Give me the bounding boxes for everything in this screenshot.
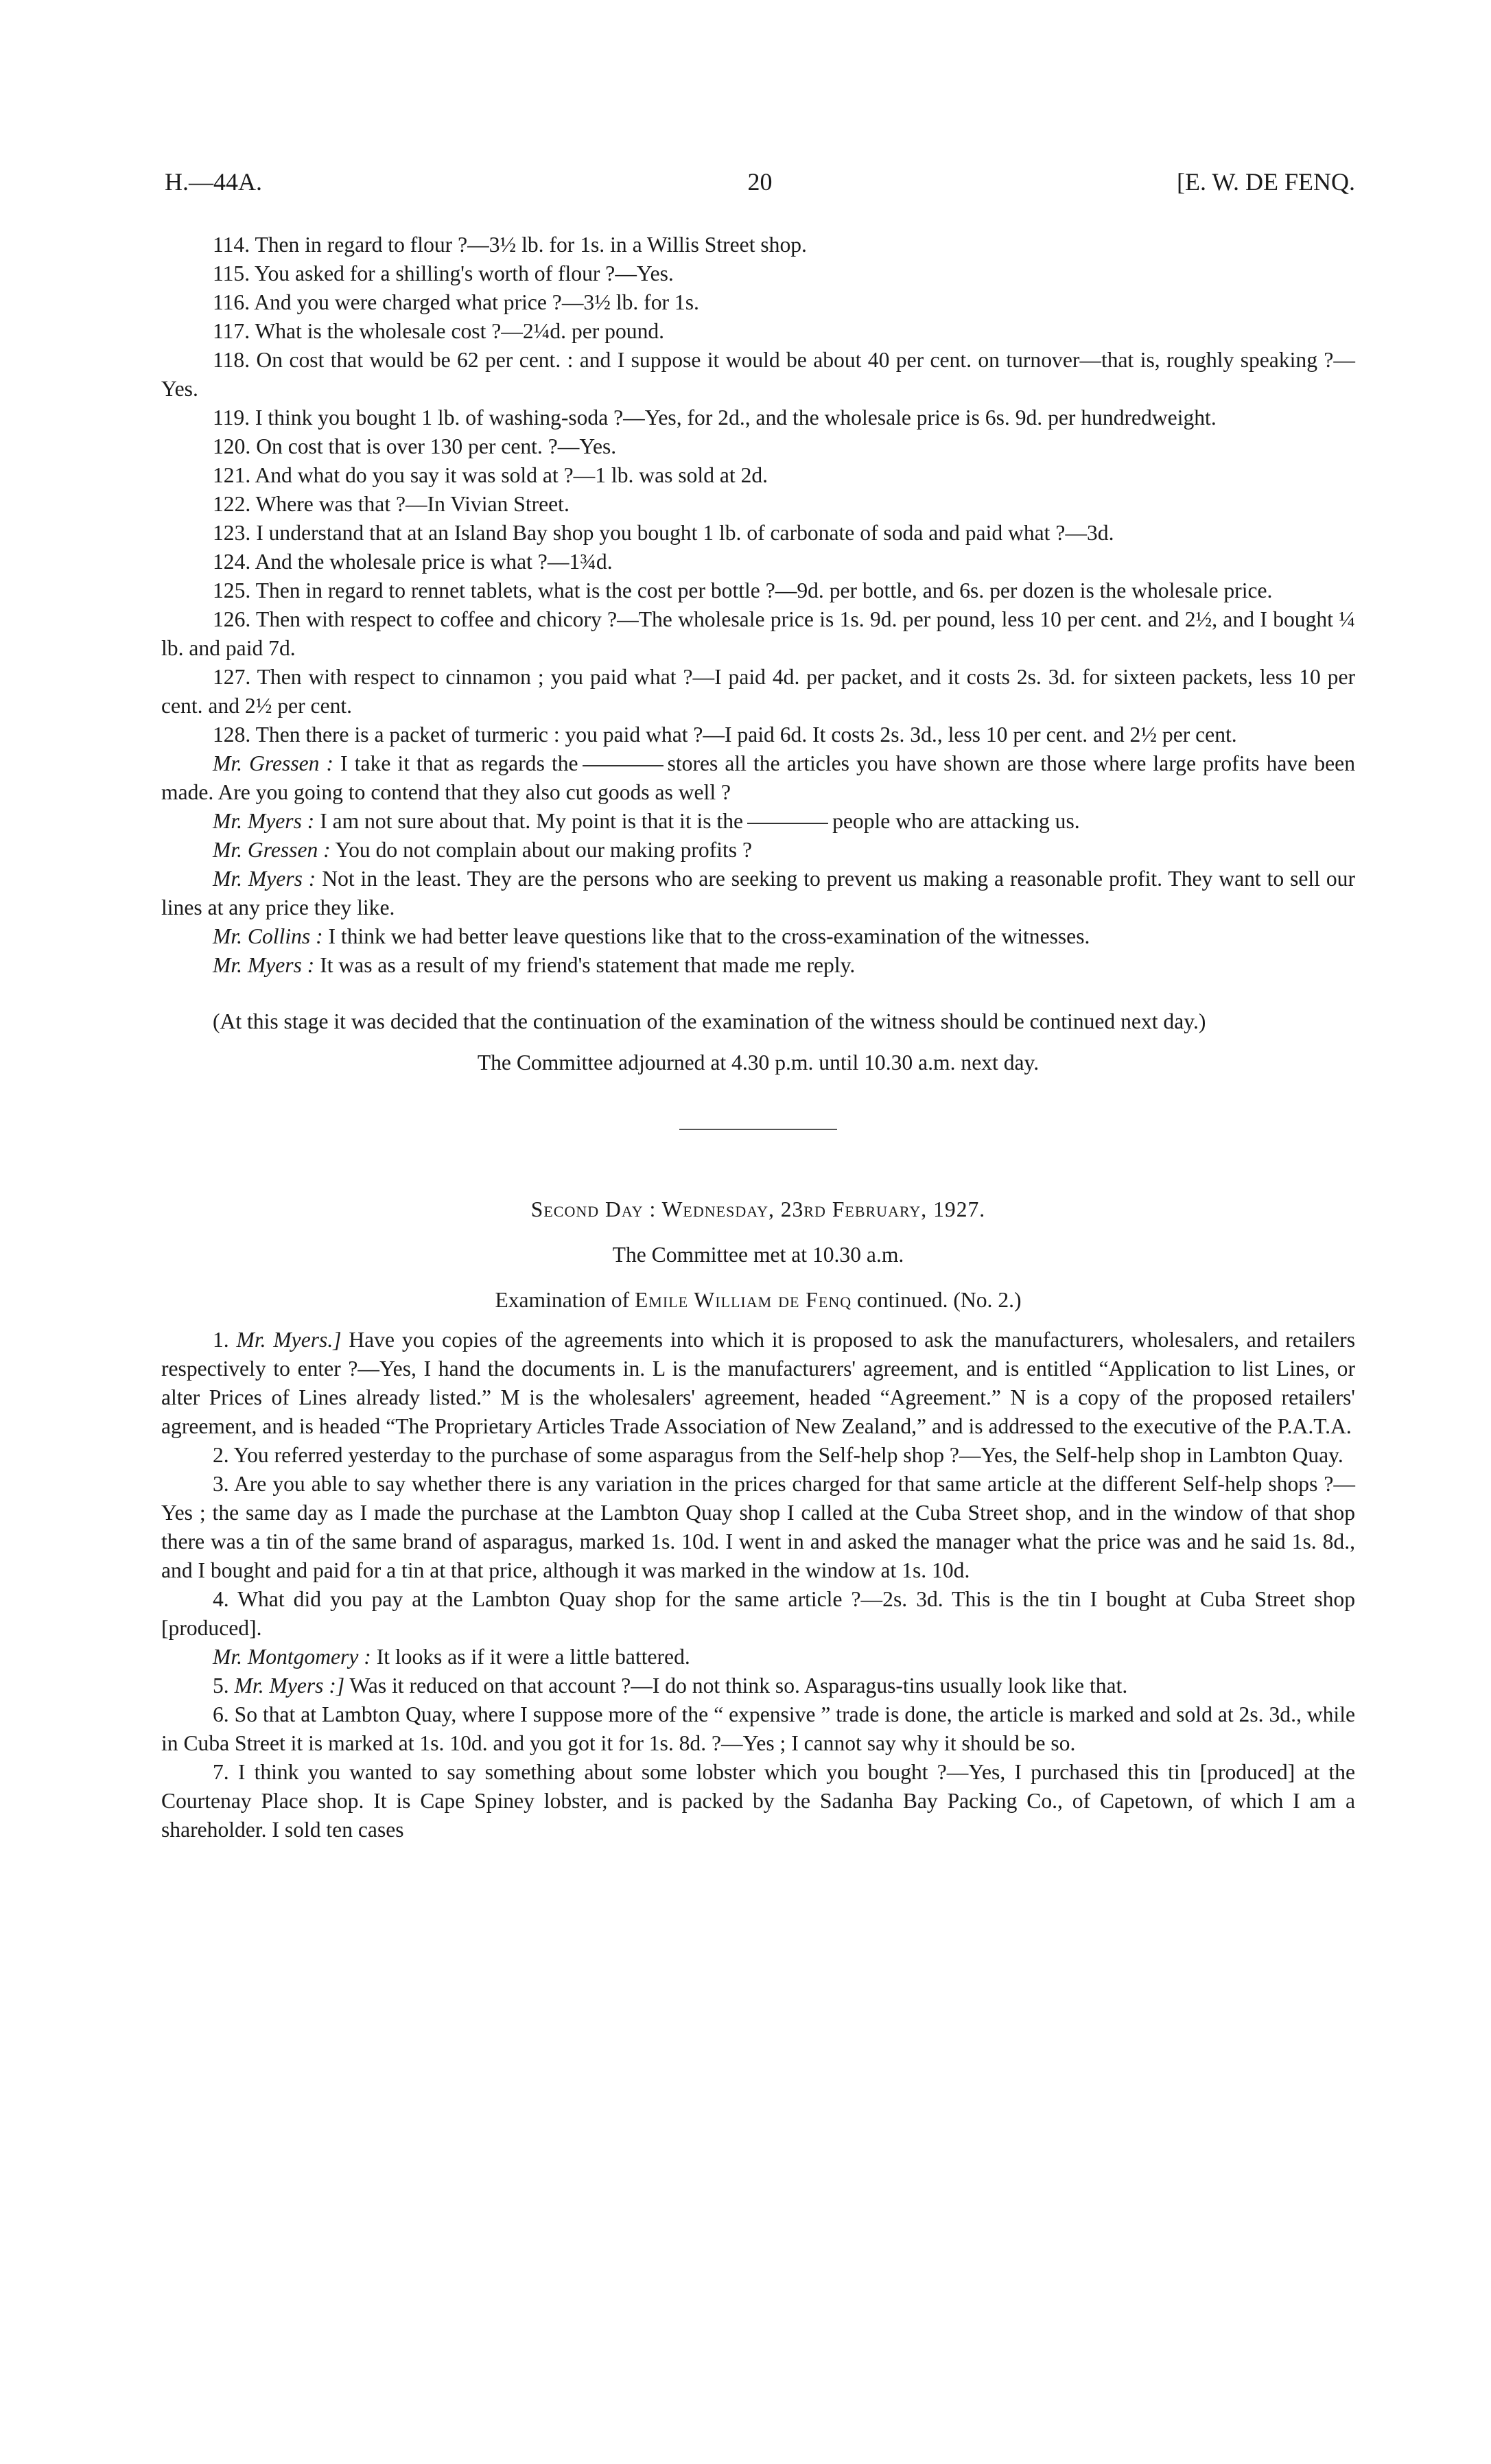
stage-note: (At this stage it was decided that the continuation of the examination of the witness should be continued next day.) xyxy=(213,1009,1206,1033)
qa-121: 121. And what do you say it was sold at ?—1 lb. was sold at 2d. xyxy=(213,463,768,487)
speaker-label: Mr. Myers : xyxy=(213,867,316,891)
section-divider xyxy=(679,1129,837,1130)
speaker-label: Mr. Myers :] xyxy=(234,1674,345,1698)
redaction-dash xyxy=(747,823,828,824)
speaker-label: Mr. Myers : xyxy=(213,953,315,977)
qa-2-4 xyxy=(161,1585,1355,1643)
committee-met-note: The Committee met at 10.30 a.m. xyxy=(612,1243,904,1267)
speaker-label: Mr. Gressen : xyxy=(213,751,334,775)
exchange-gressen-1 xyxy=(161,749,1355,807)
header-page-number: 20 xyxy=(747,168,773,196)
exchange-text: You do not complain about our making profits ? xyxy=(335,838,752,862)
witness-name: Emile William de Fenq xyxy=(635,1288,852,1312)
question-number: 7. xyxy=(213,1760,229,1784)
speaker-label: Mr. Gressen : xyxy=(213,838,331,862)
exchange-collins xyxy=(161,922,1355,951)
qa-text: Was it reduced on that account ?—I do not think so. Asparagus-tins usually look like that. xyxy=(349,1674,1128,1698)
qa-114: 114. Then in regard to flour ?—3½ lb. for 1s. in a Willis Street shop. xyxy=(213,233,807,257)
speaker-label: Mr. Myers.] xyxy=(236,1328,342,1352)
qa-2-5 xyxy=(161,1671,1355,1700)
qa-text: You referred yesterday to the purchase of some asparagus from the Self-help shop ?—Yes, the Self-help shop in Lambton Quay. xyxy=(233,1443,1343,1467)
qa-2-6 xyxy=(161,1700,1355,1758)
qa-118: 118. On cost that would be 62 per cent. : and I suppose it would be about 40 per cent. on turnover—that is, roughly speaking ?—Yes. xyxy=(161,348,1355,401)
exchange-text-before: I am not sure about that. My point is that it is the xyxy=(320,809,744,833)
question-number: 1. xyxy=(213,1328,229,1352)
exam-prefix: Examination of xyxy=(495,1288,630,1312)
examination-heading xyxy=(161,1286,1355,1315)
qa-120: 120. On cost that is over 130 per cent. ?—Yes. xyxy=(213,434,617,458)
exchange-myers-2 xyxy=(161,865,1355,922)
question-number: 2. xyxy=(213,1443,229,1467)
qa-text: What did you pay at the Lambton Quay shop for the same article ?—2s. 3d. This is the tin I bought at Cuba Street shop [produced]. xyxy=(161,1587,1355,1640)
question-number: 3. xyxy=(213,1472,229,1496)
qa-122: 122. Where was that ?—In Vivian Street. xyxy=(213,492,570,516)
qa-115: 115. You asked for a shilling's worth of flour ?—Yes. xyxy=(213,261,674,285)
qa-text: Have you copies of the agreements into which it is proposed to ask the manufacturers, wholesalers, and retailers respectively to enter ?—Yes, I hand the documents in. L is the manufacturers' agreement, and is entitled “Application to list Lines, or alter Prices of Lines already listed.” M is the wholesalers' agreement, headed “Agreement.” N is a copy of the proposed retailers' agreement, and is headed “The Proprietary Articles Trade Association of New Zealand,” and is addressed to the executive of the P.A.T.A. xyxy=(161,1328,1355,1438)
qa-text: It looks as if it were a little battered. xyxy=(376,1645,690,1669)
exam-suffix: continued. (No. 2.) xyxy=(857,1288,1022,1312)
exchange-gressen-2 xyxy=(161,836,1355,865)
qa-2-1 xyxy=(161,1326,1355,1441)
qa-119: 119. I think you bought 1 lb. of washing-soda ?—Yes, for 2d., and the wholesale price is 6s. 9d. per hundredweight. xyxy=(213,406,1217,430)
qa-125: 125. Then in regard to rennet tablets, what is the cost per bottle ?—9d. per bottle, and 6s. per dozen is the wholesale price. xyxy=(213,578,1273,602)
question-number: 6. xyxy=(213,1702,229,1726)
qa-text: Are you able to say whether there is any variation in the prices charged for that same article at the different Self-help shops ?—Yes ; the same day as I made the purchase at the Lambton Quay shop I called at the Cuba Street shop, and in the window of that shop there was a tin of the same brand of asparagus, marked 1s. 10d. I went in and asked the manager what the price was and he said 1s. 8d., and I bought and paid for a tin at that price, although it was marked in the window at 1s. 10d. xyxy=(161,1472,1355,1582)
speaker-label: Mr. Collins : xyxy=(213,924,323,948)
qa-text: So that at Lambton Quay, where I suppose more of the “ expensive ” trade is done, the article is marked and sold at 2s. 3d., while in Cuba Street it is marked at 1s. 10d. and you got it for 1s. 8d. ?—Yes ; I cannot say why it should be so. xyxy=(161,1702,1355,1755)
second-day-heading: Second Day : Wednesday, 23rd February, 1927. xyxy=(530,1197,986,1221)
exchange-myers-3 xyxy=(161,951,1355,980)
qa-text: I think you wanted to say something about some lobster which you bought ?—Yes, I purchased this tin [produced] at the Courtenay Place shop. It is Cape Spiney lobster, and is packed by the Sadanha Bay Packing Co., of Capetown, of which I am a shareholder. I sold ten cases xyxy=(161,1760,1355,1842)
exchange-text-after: people who are attacking us. xyxy=(832,809,1080,833)
speaker-label: Mr. Myers : xyxy=(213,809,315,833)
exchange-montgomery xyxy=(161,1643,1355,1671)
qa-124: 124. And the wholesale price is what ?—1¾d. xyxy=(213,550,613,574)
spacer xyxy=(161,980,1355,1007)
exchange-text-after: stores all the articles you have shown are those where large profits have been made. Are you going to contend that they also cut goods as well ? xyxy=(161,751,1355,804)
qa-127: 127. Then with respect to cinnamon ; you paid what ?—I paid 4d. per packet, and it costs 2s. 3d. for sixteen packets, less 10 per cent. and 2½ per cent. xyxy=(161,665,1355,718)
qa-116: 116. And you were charged what price ?—3½ lb. for 1s. xyxy=(213,290,699,314)
redaction-dash xyxy=(583,765,664,766)
question-number: 5. xyxy=(213,1674,229,1698)
exchange-text-before: I take it that as regards the xyxy=(340,751,578,775)
qa-2-7 xyxy=(161,1758,1355,1844)
exchange-myers-1 xyxy=(161,807,1355,836)
exchange-text: It was as a result of my friend's statement that made me reply. xyxy=(320,953,856,977)
qa-117: 117. What is the wholesale cost ?—2¼d. per pound. xyxy=(213,319,665,343)
body-text xyxy=(161,231,1355,1844)
qa-128: 128. Then there is a packet of turmeric : you paid what ?—I paid 6d. It costs 2s. 3d., less 10 per cent. and 2½ per cent. xyxy=(213,723,1237,747)
qa-2-3 xyxy=(161,1470,1355,1585)
exchange-text: I think we had better leave questions like that to the cross-examination of the witnesses. xyxy=(328,924,1090,948)
qa-123: 123. I understand that at an Island Bay shop you bought 1 lb. of carbonate of soda and paid what ?—3d. xyxy=(213,521,1114,545)
header-witness-name: [E. W. DE FENQ. xyxy=(1177,168,1355,196)
speaker-label: Mr. Montgomery : xyxy=(213,1645,371,1669)
qa-2-2 xyxy=(161,1441,1355,1470)
exchange-text: Not in the least. They are the persons who are seeking to prevent us making a reasonable profit. They want to sell our lines at any price they like. xyxy=(161,867,1355,919)
question-number: 4. xyxy=(213,1587,229,1611)
qa-126: 126. Then with respect to coffee and chicory ?—The wholesale price is 1s. 9d. per pound, less 10 per cent. and 2½, and I bought ¼ lb. and paid 7d. xyxy=(161,607,1355,660)
header-document-code: H.—44A. xyxy=(165,168,262,196)
adjournment-note: The Committee adjourned at 4.30 p.m. until 10.30 a.m. next day. xyxy=(477,1051,1040,1075)
